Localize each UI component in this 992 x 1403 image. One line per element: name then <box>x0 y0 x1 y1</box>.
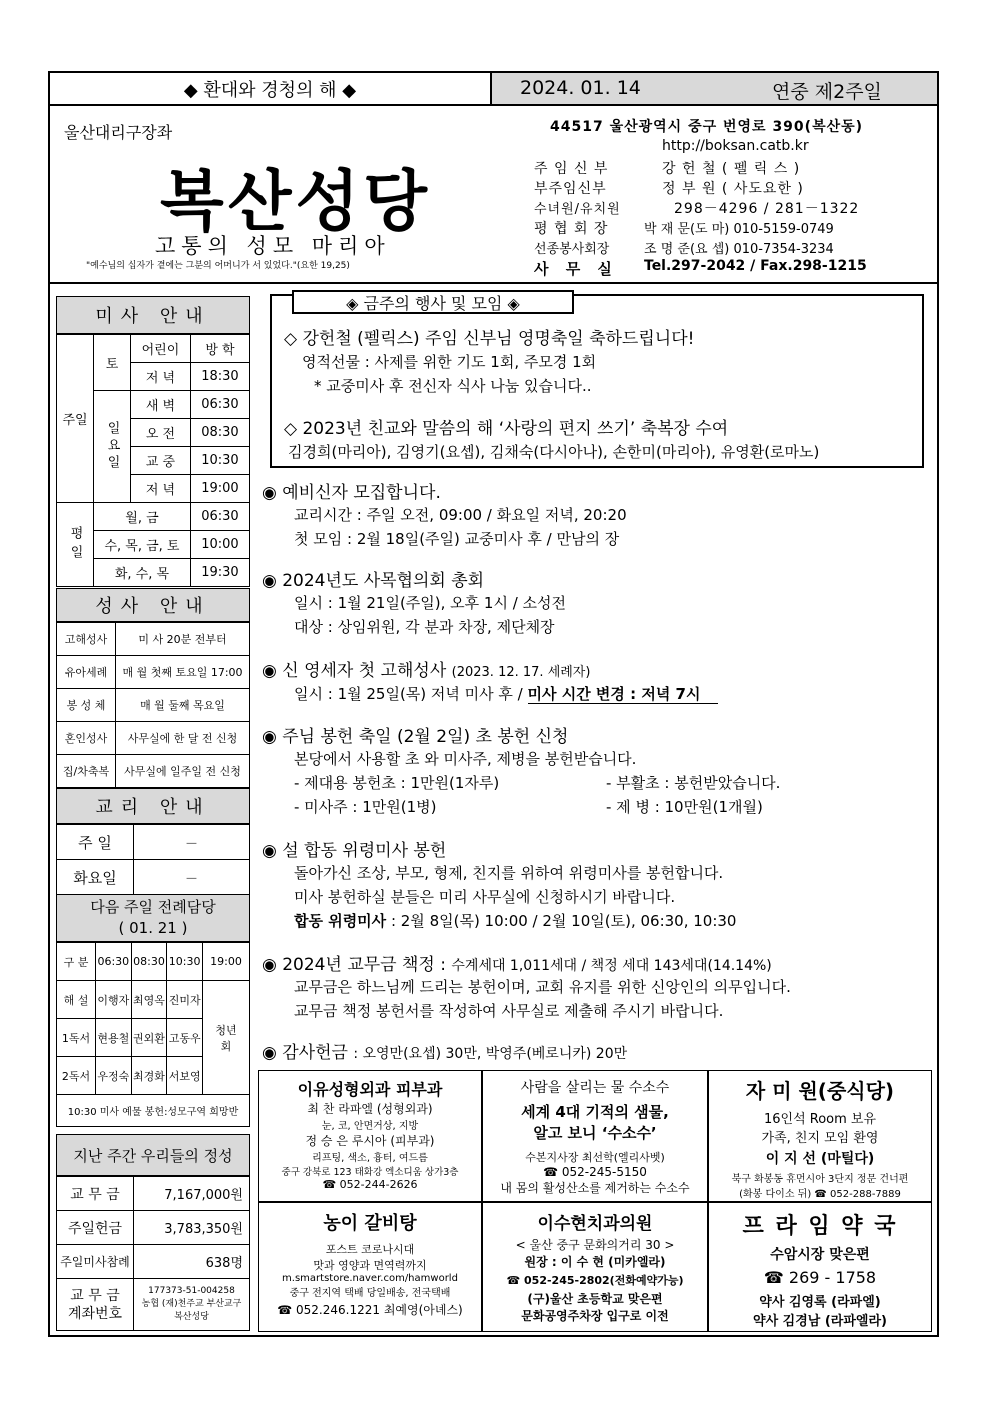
ad-clinic: 이유성형외과 피부과 최 찬 라파엘 (성형외과) 눈, 코, 안면거상, 지방 정 승 은 루시아 (피부과) 리프팅, 색소, 흉터, 여드름 중구 강북로 123 태화강 엑소디움 상가3층 ☎ 052-244-2626 <box>258 1070 482 1202</box>
notice-title: ◉ 예비신자 모집합니다. <box>262 483 441 503</box>
staff-row: 사 무 실 Tel.297-2042 / Fax.298-1215 <box>534 258 867 278</box>
staff-row: 부주임신부 정 부 원 ( 사도요한 ) <box>534 181 804 197</box>
top-bar <box>50 73 937 106</box>
liturgical-week: 연중 제2주일 <box>772 81 882 103</box>
offerings-title: 지난 주간 우리들의 정성 <box>56 1134 250 1176</box>
events-box: ◈ 금주의 행사 및 모임 ◈ ◇ 강헌철 (펠릭스) 주임 신부님 영명축일 축하드립니다! 영적선물 : 사제를 위한 기도 1회, 주모경 1회 * 교중미사 후 전신자 식사 나눔 있습니다.. ◇ 2023년 친교와 말씀의 해 ‘사랑의 편지 쓰기’ 축복장 수여 김경희(마리아), 김영기(요셉), 김채숙(다시아나), 손한미(마리아), 유영환(로마노) <box>270 294 924 468</box>
sunday-label: 주일 <box>57 335 94 503</box>
sacrament-table: 고해성사 미 사 20분 전부터 유아세례 매 월 첫째 토요일 17:00 봉 성 체 매 월 둘째 목요일 혼인성사 사무실에 한 달 전 신청 집/차축복 사무실에 일주일 전 신청 <box>56 622 250 788</box>
sacrament-guide-title: 성사 안내 <box>56 588 250 622</box>
ads-area <box>258 1070 932 1332</box>
header <box>50 106 937 284</box>
staff-row: 주 임 신 부 강 헌 철 ( 펠 릭 스 ) <box>534 161 801 177</box>
address: 44517 울산광역시 중구 번영로 390(복산동) <box>550 119 864 135</box>
staff-list <box>534 158 934 278</box>
account-info: 177373-51-004258 농협 (재)천주교 부산교구 복산성당 <box>134 1279 250 1331</box>
sidebar <box>56 296 250 1330</box>
staff-row: 수녀원/유치원 298－4296 / 281－1322 <box>534 201 860 217</box>
weekday-label: 평일 <box>57 503 94 587</box>
ad-galbitang: 농이 갈비탕 포스트 코로나시대 맛과 영양과 면역력까지 m.smartstore.naver.com/hamworld 중구 전지역 택배 당일배송, 전국택배 ☎ 052.246.1221 최예영(아녜스) <box>258 1202 482 1332</box>
notice-title: ◉ 감사헌금 : 오영만(요셉) 30만, 박영주(베로니카) 20만 <box>262 1043 628 1063</box>
saturday-label: 토 <box>94 335 131 391</box>
ad-dental: 이수현치과의원 < 울산 중구 문화의거리 30 > 원장 : 이 수 현 (미카엘라) ☎ 052-245-2802(전화예약가능) (구)울산 초등학교 맞은편 문화공영주차장 입구로 이전 <box>482 1202 708 1332</box>
sunday-day-label: 일요일 <box>94 391 131 503</box>
ad-restaurant: 자 미 원(중식당) 16인석 Room 보유 가족, 친지 모임 환영 이 지 선 (마틸다) 북구 화봉동 휴먼시아 3단지 정문 건너편 (화봉 다이소 뒤) ☎ 052-288-7889 <box>708 1070 932 1202</box>
notice-title: ◉ 설 합동 위령미사 봉헌 <box>262 841 447 861</box>
schedule-change: 미사 시간 변경 : 저녁 7시 <box>528 685 719 704</box>
quote: "예수님의 십자가 곁에는 그분의 어머니가 서 있었다."(요한 19,25) <box>86 261 350 271</box>
staff-row: 선종봉사회장 조 명 준(요 셉) 010-7354-3234 <box>534 242 834 257</box>
ad-hydrogen-water: 사람을 살리는 물 수소수 세계 4대 기적의 샘물, 알고 보니 ‘수소수’ 수본지사장 최선학(엘리사벳) ☎ 052-245-5150 내 몸의 활성산소를 제거하는 수소수 <box>482 1070 708 1202</box>
patron: 고통의 성모 마리아 <box>155 234 391 258</box>
website[interactable]: http://boksan.catb.kr <box>662 138 809 154</box>
notices: ◉ 예비신자 모집합니다. 교리시간 : 주일 오전, 09:00 / 화요일 저녁, 20:20 첫 모임 : 2월 18일(주일) 교중미사 후 / 만남의 장 ◉ 2024년도 사목협의회 총회 일시 : 1월 21일(주일), 오후 1시 / 소성전 대상 : 상임위원, 각 분과 차장, 제단체장 ◉ 신 영세자 첫 고해성사 (2023. 12. 17. 세례자) 일시 : 1월 25일(목) 저녁 미사 후 / 미사 시간 변경 : 저녁 7시 ◉ 주님 봉헌 축일 (2월 2일) 초 봉헌 신청 본당에서 사용할 초 와 미사주, 제병을 봉헌받습니다. - 제대용 봉헌초 : 1만원(1자루) - 부활초 : 봉헌받았습니다. - 미사주 : 1만원(1병) - 제 병 : 10만원(1개월) ◉ 설 합동 위령미사 봉헌 돌아가신 조상, 부모, 형제, 친지를 위하여 위령미사를 봉헌합니다. 미사 봉헌하실 분들은 미리 사무실에 신청하시기 바랍니다. 합동 위령미사 : 2월 8일(목) 10:00 / 2월 10일(토), 06:30, 10:30 ◉ 2024년 교무금 책정 : 수계세대 1,011세대 / 책정 세대 143세대(14.14%) 교무금은 하느님께 드리는 봉헌이며, 교회 유지를 위한 신앙인의 의무입니다. 교무금 책정 봉헌서를 작성하여 사무실로 제출해 주시기 바랍니다. ◉ 감사헌금 : 오영만(요셉) 30만, 박영주(베로니카) 20만 <box>262 476 932 1066</box>
notice-title: ◉ 신 영세자 첫 고해성사 (2023. 12. 17. 세례자) <box>262 661 591 681</box>
issue-date: 2024. 01. 14 <box>520 77 641 99</box>
notice-title: ◉ 2024년 교무금 책정 : 수계세대 1,011세대 / 책정 세대 143세대(14.14%) <box>262 955 772 975</box>
year-theme: ◆ 환대와 경청의 해 ◆ <box>50 73 492 104</box>
liturgy-note: 10:30 미사 예물 봉헌:성모구역 희망반 <box>57 1095 250 1127</box>
next-liturgy-title: 다음 주일 전례담당 ( 01. 21 ) <box>56 894 250 942</box>
mass-table: 주일 토 어린이 방 학 저 녁 18:30 일요일 새 벽 06:30 오 전 08:30 교 중 10:30 저 녁 19:00 평일 월, 금 06:30 수, 목, 금, 토 10:00 화, 수, 목 19:30 <box>56 334 250 587</box>
staff-row: 평 협 회 장 박 재 문(도 마) 010-5159-0749 <box>534 221 834 237</box>
diocese: 울산대리구장좌 <box>64 123 173 142</box>
liturgy-table: 구 분 06:30 08:30 10:30 19:00 해 설 이행자 최영옥 진미자 청년회 1독서 현용철 권외환 고동우 2독서 우정숙 최경화 서보영 10:30 미사 예물 봉헌:성모구역 희망반 <box>56 942 250 1127</box>
youth-group: 청년회 <box>203 981 250 1095</box>
offerings-table: 교 무 금 7,167,000원 주일헌금 3,783,350원 주일미사참례 638명 교 무 금 계좌번호 177373-51-004258 농협 (재)천주교 부산교구 복산성당 <box>56 1176 250 1331</box>
ad-pharmacy: 프 라 임 약 국 수암시장 맞은편 ☎ 269 - 1758 약사 김영록 (라파엘) 약사 김경남 (라파엘라) <box>708 1202 932 1332</box>
date-bar <box>492 73 937 104</box>
catechism-guide-title: 교리 안내 <box>56 788 250 824</box>
mass-guide-title: 미사 안내 <box>56 296 250 334</box>
church-name-logo: 복산성당 <box>160 162 432 240</box>
events-title: ◈ 금주의 행사 및 모임 ◈ <box>292 290 574 314</box>
notice-title: ◉ 주님 봉헌 축일 (2월 2일) 초 봉헌 신청 <box>262 727 569 747</box>
catechism-table: 주 일 － 화요일 － <box>56 824 250 895</box>
notice-title: ◉ 2024년도 사목협의회 총회 <box>262 571 485 591</box>
